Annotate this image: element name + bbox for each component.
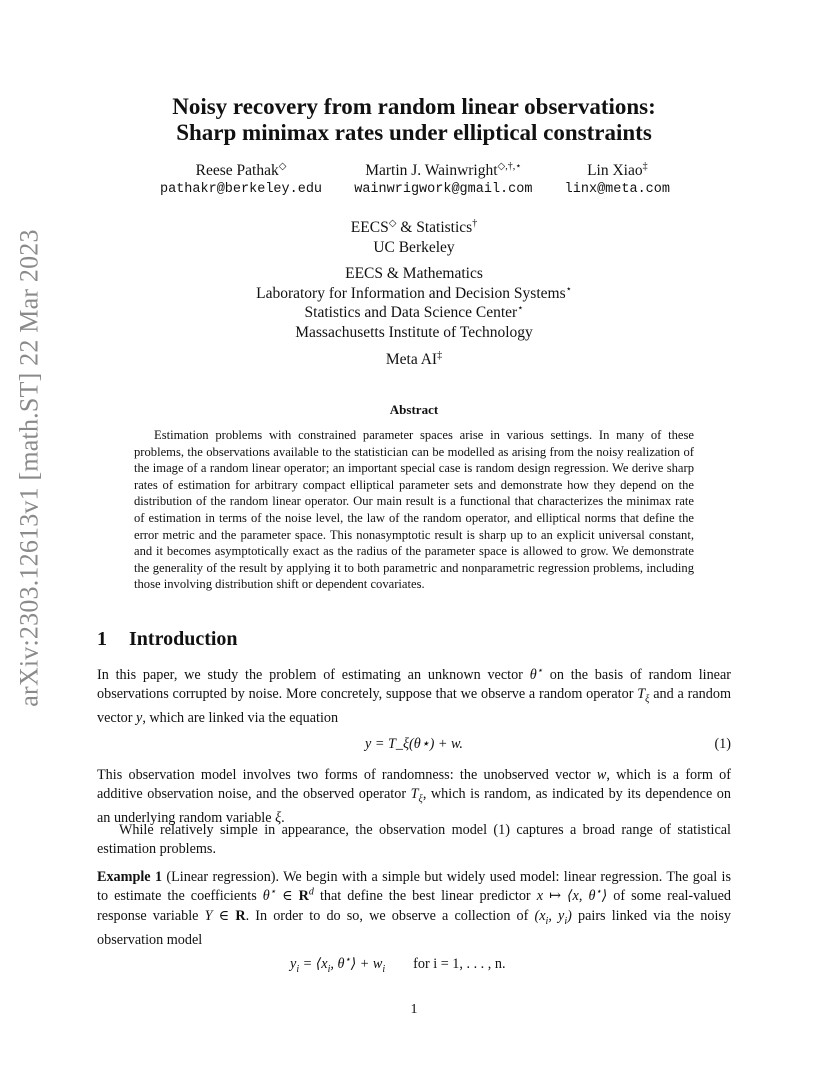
text-run: , which is random, as indicated by its dependence on an underlying random variable (97, 786, 731, 827)
math-inline: θ⋆ ∈ $R^d$ (262, 886, 314, 905)
affiliation-institution: Massachusetts Institute of Technology (295, 323, 533, 341)
affiliation-mark: † (472, 217, 478, 229)
text-run: that define the best linear predictor (313, 888, 537, 905)
author-email[interactable]: wainwrigwork@gmail.com (354, 182, 533, 197)
equation-2 (290, 956, 506, 975)
affiliation-mark: ‡ (437, 349, 443, 361)
equation-number: (1) (714, 736, 731, 752)
math-inline: θ⋆ (529, 665, 543, 683)
affiliation-institution: Meta AI (385, 351, 438, 368)
affiliation-meta (0, 350, 828, 370)
author-affiliation-mark: ◇,†,⋆ (497, 160, 522, 172)
arxiv-identifier-text: arXiv:2303.12613v1 [math.ST] 22 Mar 2023 (15, 229, 45, 707)
text-run: This observation model involves two forms of randomness: the unobserved vector (97, 767, 597, 783)
equation-text: y = T_ξ(θ⋆) + w. (365, 736, 463, 752)
author-block (354, 161, 532, 200)
affiliation-mark: ◇ (388, 217, 397, 229)
math-inline: ($x_i$, $y_i$) (534, 907, 572, 927)
math-inline: $T_\xi$ (410, 786, 423, 806)
math-inline: x ↦ ⟨x, θ⋆⟩ (536, 886, 608, 905)
section-heading (97, 628, 238, 651)
affiliation-dept: EECS (350, 219, 389, 236)
text-run: and a random vector (97, 686, 731, 727)
title-line-2: Sharp minimax rates under elliptical constraints (176, 120, 652, 145)
author-email[interactable]: pathakr@berkeley.edu (160, 182, 323, 197)
example-title: (Linear regression). (162, 869, 280, 885)
text-run: , which are linked via the equation (142, 710, 339, 727)
intro-paragraph-3: While relatively simple in appearance, the observation model (1) captures a broad range of statistical estimation problems. (97, 822, 731, 858)
text-run: , which is a form of additive observation noise, and the observed operator (97, 767, 731, 803)
affiliation-dept: EECS & Mathematics (345, 265, 483, 282)
math-inline: w (596, 767, 607, 783)
text-run: of some real-valued response variable (97, 888, 731, 924)
author-email[interactable]: linx@meta.com (564, 182, 670, 197)
math-inline: Y ∈ R (204, 907, 246, 924)
affiliation-center: Statistics and Data Science Center (304, 304, 518, 321)
author-affiliation-mark: ‡ (642, 160, 648, 172)
paper-title (0, 94, 828, 146)
text-run: In this paper, we study the problem of estimating an unknown vector (97, 667, 530, 683)
section-number: 1 (97, 628, 107, 650)
affiliation-lab: Laboratory for Information and Decision Systems (256, 284, 566, 302)
equation-1 (97, 736, 731, 756)
author-block (160, 161, 322, 200)
author-block (565, 161, 670, 200)
author-name: Reese Pathak (195, 162, 279, 179)
example-1 (97, 868, 731, 950)
affiliation-institution: UC Berkeley (373, 238, 455, 256)
equation-body: $y_i$ = $⟨x_i$, θ⋆⟩ + $w_i$ (290, 954, 386, 975)
math-inline: $T_\xi$ (637, 686, 650, 706)
author-list (160, 161, 670, 200)
example-label: Example 1 (97, 869, 163, 885)
text-run: on the basis of random linear observations corrupted by noise. More concretely, suppose that we observe a random operator (97, 667, 731, 703)
affiliation-mit (0, 264, 828, 342)
page-number: 1 (410, 1002, 418, 1017)
text-run: . (281, 810, 285, 827)
equation-condition: for i = 1, . . . , n. (413, 956, 506, 972)
author-name: Martin J. Wainwright (365, 162, 498, 179)
equation-body (97, 736, 731, 753)
affiliation-mark: ⋆ (565, 283, 572, 295)
text-run: pairs linked via the noisy observation model (97, 907, 731, 948)
math-inline: y (136, 710, 143, 727)
affiliation-berkeley (0, 218, 828, 257)
abstract-body: Estimation problems with constrained parameter spaces arise in various settings. In many of these problems, the observations available to the statistician can be modelled as arising from the noisy realization of the image of a random linear operator; an important special case is random design regression. We derive sharp rates of estimation for arbitrary compact elliptical parameter sets and demonstrate how they depend on the distribution of the random linear operator. Our main result is a functional that characterizes the minimax rate of estimation in terms of the noise level, the law of the random operator, and elliptical norms that define the error metric and the parameter space. This nonasymptotic result is sharp up to an explicit universal constant, and it becomes asymptotically exact as the radius of the parameter space is allowed to grow. We demonstrate the generality of the result by applying it to both parametric and nonparametric regression problems, including those involving distribution shift or dependent covariates. (134, 428, 694, 592)
affiliation-mark: ⋆ (517, 302, 524, 314)
author-affiliation-mark: ◇ (278, 160, 287, 172)
abstract-heading: Abstract (389, 402, 439, 417)
affiliation-dept-rest: & Statistics (396, 219, 473, 236)
intro-paragraph-2 (97, 766, 731, 829)
text-run: We begin with a simple but widely used model: linear regression. The goal is to estimate the coefficients (97, 869, 731, 905)
title-line-1: Noisy recovery from random linear observations: (172, 94, 656, 119)
text-run: . In order to do so, we observe a collection of (245, 907, 535, 924)
math-inline: ξ (275, 810, 282, 827)
intro-paragraph-1 (97, 666, 731, 729)
section-title: Introduction (129, 628, 238, 650)
author-name: Lin Xiao (587, 162, 643, 179)
